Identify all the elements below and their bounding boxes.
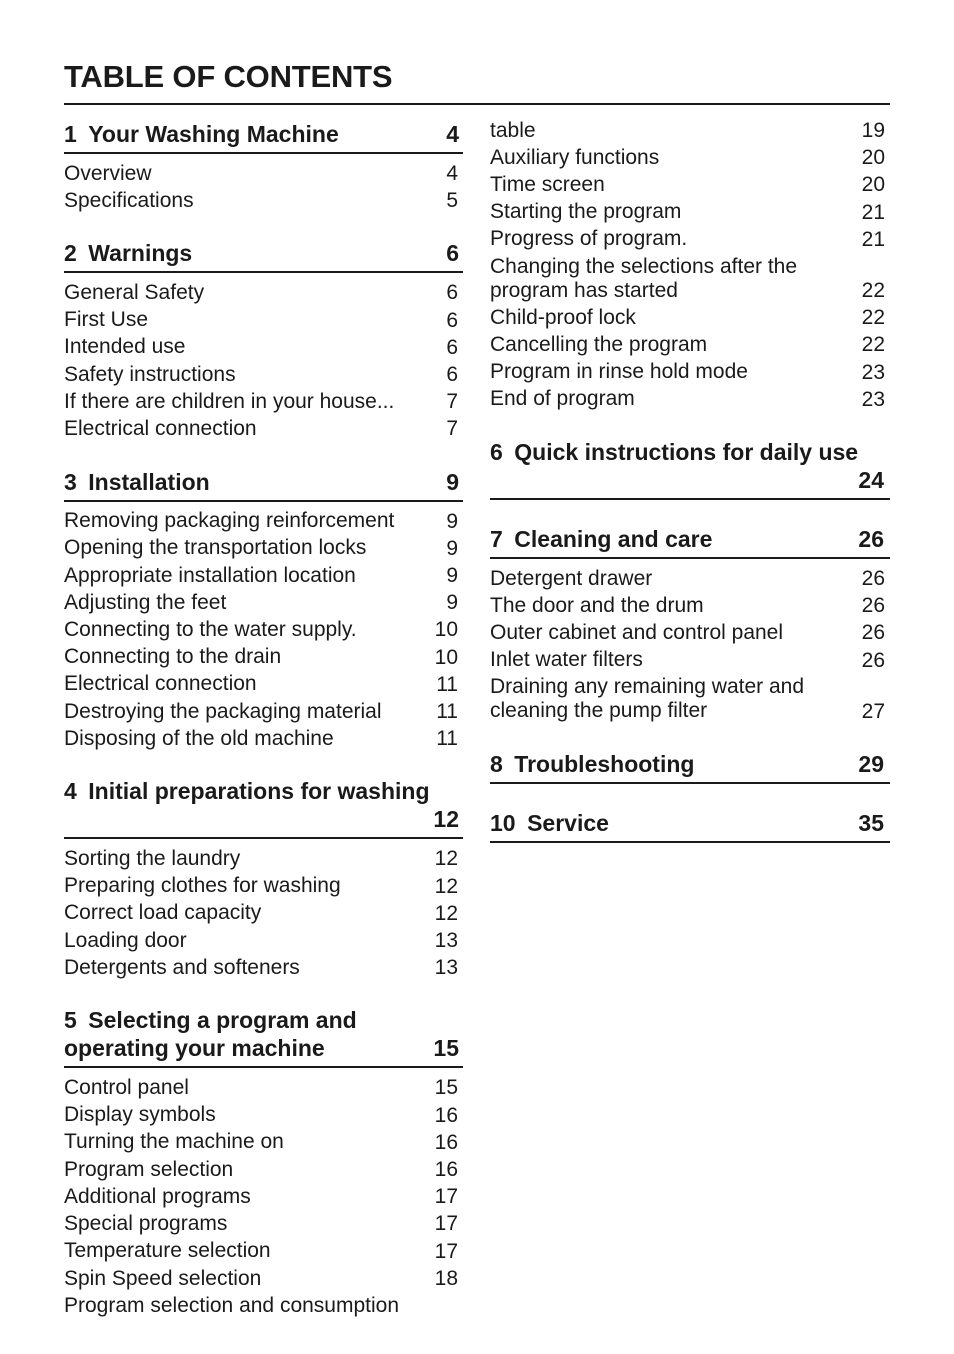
section-number: 1 [64,121,77,147]
section-heading-row [490,438,890,466]
section-number: 3 [64,468,77,495]
toc-section [64,774,463,981]
toc-entry-page: 21 [861,200,885,224]
toc-entry-label: Loading door [64,928,187,952]
toc-entry-page: 23 [861,360,885,384]
toc-entry[interactable] [490,331,890,358]
toc-entry-label: The door and the drum [490,593,704,617]
toc-entry-label: Auxiliary functions [490,145,660,169]
toc-entry-label: Removing packaging reinforcement [64,509,395,533]
toc-entry-list [64,845,463,981]
toc-entry[interactable] [490,359,890,386]
section-title-text: Quick instructions for daily use [514,439,859,466]
section-heading-row [64,468,463,496]
toc-entry-page: 9 [446,564,458,588]
toc-entry-label: Program selection [64,1157,234,1181]
toc-entry[interactable] [490,171,890,198]
toc-entry[interactable] [64,1183,463,1210]
section-title-text: Initial preparations for washing [88,778,430,805]
toc-entry-page: 6 [446,308,458,332]
toc-entry-page: 6 [446,363,458,387]
toc-entry[interactable] [64,671,463,698]
section-title [490,438,858,466]
toc-entry[interactable] [64,535,463,562]
section-heading-row [64,1006,463,1062]
toc-entry[interactable] [64,845,463,872]
toc-entry-label: Detergent drawer [490,566,653,590]
toc-section [490,806,890,843]
toc-section [490,117,890,413]
toc-entry[interactable] [64,388,463,415]
toc-entry[interactable] [64,307,463,334]
toc-entry-page: 16 [434,1158,458,1182]
section-number: 4 [64,778,77,805]
toc-entry-list [490,565,890,725]
toc-entry[interactable] [490,565,890,592]
toc-entry-list [64,279,463,442]
toc-entry-label: Changing the selections after the program has started [490,254,798,302]
toc-entry-page: 20 [861,146,885,170]
section-heading[interactable] [490,435,890,500]
toc-entry-page: 16 [434,1130,458,1154]
section-page-number: 35 [858,810,884,837]
toc-section [64,465,463,753]
toc-entry-page: 13 [434,956,458,980]
section-page-number: 24 [858,467,884,494]
section-heading[interactable] [64,774,463,839]
toc-entry[interactable] [64,1102,463,1129]
toc-entry-label: First Use [64,308,148,332]
section-heading[interactable] [64,236,463,273]
toc-entry[interactable] [64,187,463,214]
toc-entry-page: 9 [446,509,458,533]
toc-entry-label: Appropriate installation location [64,563,356,587]
toc-entry[interactable] [64,1238,463,1265]
toc-entry-list [64,508,463,753]
toc-entry[interactable] [490,592,890,619]
toc-entry[interactable] [64,1265,463,1292]
toc-entry-label: Cancelling the program [490,333,708,357]
section-title-text: Selecting a program and operating your machine [64,1007,357,1062]
toc-entry-page: 6 [446,281,458,305]
toc-entry-label: Intended use [64,335,186,359]
toc-entry-list [490,117,890,413]
toc-entry-label: Electrical connection [64,672,257,696]
toc-section [490,435,890,500]
toc-entry[interactable] [490,647,890,674]
toc-entry-label: Outer cabinet and control panel [490,621,784,645]
toc-entry-page: 17 [434,1212,458,1236]
toc-entry[interactable] [64,279,463,306]
toc-entry[interactable] [490,199,890,226]
toc-left-column [64,117,463,1319]
toc-entry-page: 26 [861,648,885,672]
toc-entry[interactable] [64,361,463,388]
toc-entry-page: 4 [446,162,458,185]
toc-entry-page: 26 [861,621,885,645]
toc-entry-list [64,160,463,214]
toc-entry-page: 18 [434,1266,458,1290]
toc-entry[interactable] [490,117,890,144]
toc-section [490,747,890,784]
section-title [490,525,712,553]
toc-entry-label: Time screen [490,173,605,197]
toc-entry[interactable] [64,698,463,725]
section-number: 10 [490,810,516,837]
toc-entry-label: Spin Speed selection [64,1266,262,1290]
toc-entry-page: 20 [861,173,885,197]
toc-entry-label: General Safety [64,281,205,305]
toc-entry-page: 7 [446,417,458,441]
toc-entry-page: 11 [436,727,458,751]
toc-entry-page: 23 [861,387,885,411]
section-title [490,750,694,778]
toc-entry-label: Connecting to the water supply. [64,618,357,642]
toc-entry-page: 26 [861,567,885,591]
toc-entry[interactable] [64,1156,463,1183]
toc-entry[interactable] [64,900,463,927]
toc-entry-label: If there are children in your house... [64,389,395,413]
toc-entry[interactable] [490,304,890,331]
toc-entry-label: Starting the program [490,200,682,224]
section-title-text: Service [527,810,609,837]
toc-entry-page: 11 [436,672,458,696]
toc-entry-label: Program selection and consumption [64,1293,400,1317]
toc-entry-label: Overview [64,161,152,185]
toc-entry-page: 13 [434,929,458,953]
section-heading[interactable] [490,806,890,843]
toc-entry-label: Disposing of the old machine [64,726,334,750]
toc-entry-label: Preparing clothes for washing [64,874,341,898]
toc-entry[interactable] [64,1292,463,1319]
toc-entry-label: Temperature selection [64,1239,271,1263]
toc-entry[interactable] [64,954,463,981]
section-number: 7 [490,526,503,553]
toc-entry-label: Adjusting the feet [64,590,227,614]
section-heading-row [64,777,463,805]
toc-entry-label: Display symbols [64,1103,216,1127]
toc-entry[interactable] [64,927,463,954]
toc-entry-page: 22 [861,279,885,302]
toc-entry-label: Progress of program. [490,227,688,251]
section-page-number: 9 [446,468,459,495]
toc-entry-page: 22 [861,333,885,357]
toc-entry[interactable] [64,1074,463,1101]
toc-entry[interactable] [64,725,463,752]
toc-entry-page: 12 [434,901,458,925]
toc-section [64,117,463,214]
section-page-number: 15 [433,1035,459,1062]
toc-entry-label: Turning the machine on [64,1130,284,1154]
section-heading-row [490,525,890,553]
toc-entry[interactable] [490,619,890,646]
toc-entry-page: 16 [434,1103,458,1127]
section-title [64,120,339,148]
toc-right-column [490,117,890,849]
toc-entry-page: 11 [436,700,458,724]
toc-entry-label: table [490,118,536,142]
section-number: 6 [490,439,503,466]
toc-entry-page: 26 [861,594,885,618]
section-page-number: 12 [433,806,459,833]
toc-entry[interactable] [64,160,463,187]
toc-entry-page: 22 [861,306,885,330]
toc-entry-label: Electrical connection [64,417,257,441]
toc-entry-label: End of program [490,387,635,411]
section-title-text: Warnings [88,240,193,267]
section-page-number: 29 [858,751,884,778]
section-title-text: Cleaning and care [514,526,713,553]
toc-entry[interactable] [64,589,463,616]
toc-entry[interactable] [490,226,890,253]
toc-entry-page: 6 [446,335,458,359]
section-page-number: 26 [858,526,884,553]
toc-entry-page: 10 [434,645,458,669]
toc-entry-page: 17 [434,1239,458,1263]
section-heading[interactable] [64,1003,463,1068]
section-heading-row [64,239,463,267]
toc-entry-label: Specifications [64,188,194,212]
toc-entry-label: Sorting the laundry [64,847,241,871]
section-number: 2 [64,240,77,267]
toc-entry-label: Detergents and softeners [64,955,300,979]
toc-section [490,522,890,725]
page-title: TABLE OF CONTENTS [64,59,393,94]
toc-entry-label: Additional programs [64,1184,251,1208]
toc-section [64,236,463,442]
toc-entry[interactable] [64,616,463,643]
section-title-text: Troubleshooting [514,751,695,778]
toc-entry-label: Opening the transportation locks [64,536,367,560]
section-heading[interactable] [490,522,890,559]
toc-entry-page: 15 [434,1076,458,1100]
toc-entry-label: Destroying the packaging material [64,699,382,723]
toc-entry-list [64,1074,463,1319]
toc-entry[interactable] [64,415,463,442]
toc-entry-page: 19 [861,119,885,142]
section-heading[interactable] [490,747,890,784]
toc-section [64,1003,463,1319]
toc-entry[interactable] [490,674,890,725]
toc-entry-page: 27 [861,699,885,723]
section-heading-row [490,809,890,837]
toc-entry-page: 21 [861,227,885,251]
toc-entry-label: Safety instructions [64,362,236,386]
section-title [64,1006,357,1062]
toc-entry-label: Special programs [64,1212,228,1236]
toc-entry[interactable] [64,334,463,361]
section-heading-row [64,120,463,148]
section-title [64,468,210,496]
toc-entry-label: Connecting to the drain [64,645,282,669]
toc-entry[interactable] [490,144,890,171]
toc-entry-page: 12 [434,874,458,898]
toc-entry-page: 10 [434,618,458,642]
toc-entry[interactable] [64,873,463,900]
toc-entry[interactable] [64,1210,463,1237]
toc-entry-label: Correct load capacity [64,901,262,925]
toc-entry-page: 7 [446,390,458,414]
section-title-text: Your Washing Machine [88,121,339,147]
toc-entry-page: 12 [434,847,458,871]
section-title [64,777,430,805]
toc-entry[interactable] [490,386,890,413]
title-divider [64,103,890,105]
toc-entry-page: 5 [446,189,458,213]
section-number: 8 [490,751,503,778]
section-page-number: 6 [446,240,459,267]
toc-entry-label: Child-proof lock [490,305,636,329]
section-title [64,239,192,267]
toc-entry-label: Inlet water filters [490,648,643,672]
section-heading-row [490,750,890,778]
section-title-text: Installation [88,468,210,495]
toc-entry[interactable] [64,508,463,535]
toc-entry[interactable] [490,253,890,304]
section-page-number: 4 [446,121,459,147]
section-number: 5 [64,1007,77,1034]
toc-entry-label: Program in rinse hold mode [490,360,748,384]
toc-entry[interactable] [64,644,463,671]
toc-entry-page: 9 [446,536,458,560]
section-heading[interactable] [64,117,463,154]
section-heading[interactable] [64,465,463,502]
toc-entry[interactable] [64,1129,463,1156]
toc-entry-label: Control panel [64,1076,189,1100]
toc-entry-page: 17 [434,1185,458,1209]
toc-entry-label: Draining any remaining water and cleaning the pump filter [490,675,805,723]
section-title [490,809,609,837]
toc-entry-page: 9 [446,591,458,615]
toc-entry[interactable] [64,562,463,589]
